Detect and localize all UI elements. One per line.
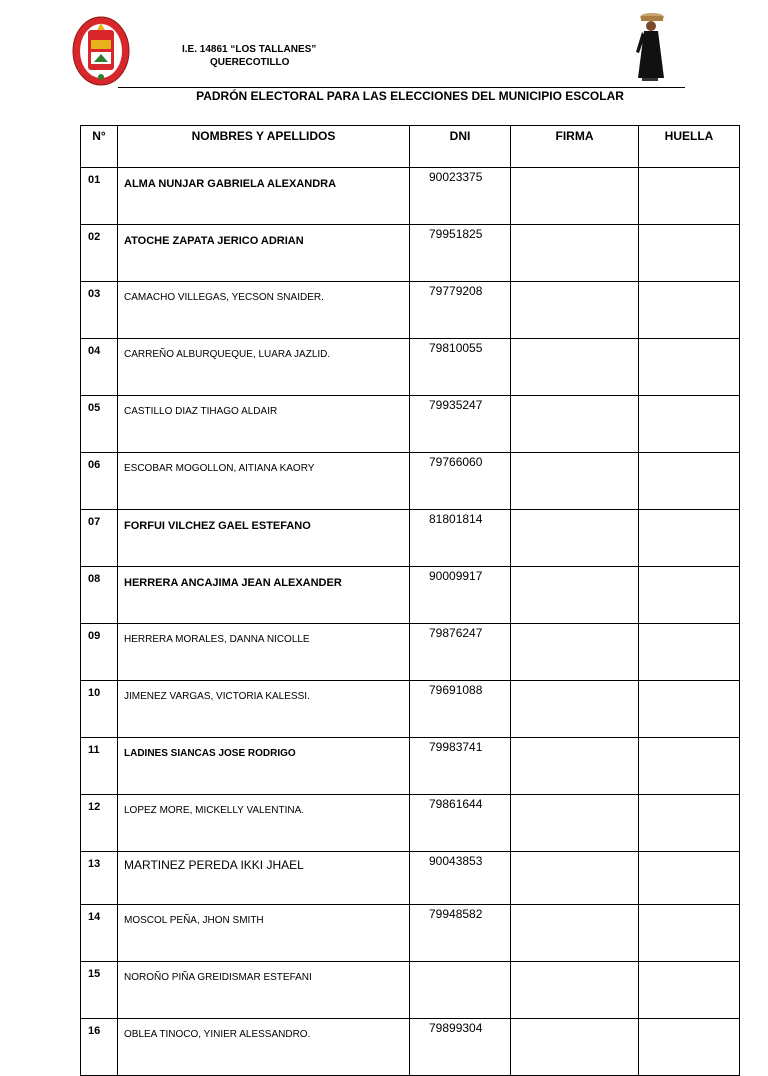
row-number: 06 [81,453,118,510]
row-signature-cell [511,510,639,567]
table-row [81,225,740,282]
row-fingerprint-cell [639,624,740,681]
row-fingerprint-cell [639,1019,740,1076]
row-dni [410,962,511,1019]
row-fingerprint-cell [639,339,740,396]
table-row [81,905,740,962]
row-dni: 79983741 [410,738,511,795]
row-name: CASTILLO DIAZ TIHAGO ALDAIR [118,396,410,453]
row-number: 10 [81,681,118,738]
table-row [81,795,740,852]
table-row [81,1019,740,1076]
row-fingerprint-cell [639,567,740,624]
table-row [81,624,740,681]
document-title: PADRÓN ELECTORAL PARA LAS ELECCIONES DEL MUNICIPIO ESCOLAR [196,89,624,103]
table-row [81,168,740,225]
row-signature-cell [511,852,639,905]
row-dni: 79951825 [410,225,511,282]
row-number: 12 [81,795,118,852]
column-header-dni: DNI [410,126,511,168]
row-dni: 79935247 [410,396,511,453]
row-number: 13 [81,852,118,905]
school-name: I.E. 14861 “LOS TALLANES” [182,44,317,55]
row-signature-cell [511,567,639,624]
row-dni: 79948582 [410,905,511,962]
row-fingerprint-cell [639,453,740,510]
row-fingerprint-cell [639,282,740,339]
row-name: OBLEA TINOCO, YINIER ALESSANDRO. [118,1019,410,1076]
table-row [81,962,740,1019]
row-number: 05 [81,396,118,453]
row-signature-cell [511,396,639,453]
row-signature-cell [511,738,639,795]
row-name: HERRERA ANCAJIMA JEAN ALEXANDER [118,567,410,624]
row-dni: 79766060 [410,453,511,510]
row-dni: 90043853 [410,852,511,905]
row-signature-cell [511,339,639,396]
row-fingerprint-cell [639,510,740,567]
row-signature-cell [511,168,639,225]
row-name: MOSCOL PEÑA, JHON SMITH [118,905,410,962]
row-signature-cell [511,624,639,681]
row-fingerprint-cell [639,905,740,962]
row-fingerprint-cell [639,225,740,282]
row-signature-cell [511,962,639,1019]
row-dni: 90009917 [410,567,511,624]
row-name: HERRERA MORALES, DANNA NICOLLE [118,624,410,681]
row-number: 09 [81,624,118,681]
table-row [81,339,740,396]
row-fingerprint-cell [639,852,740,905]
row-number: 16 [81,1019,118,1076]
row-fingerprint-cell [639,396,740,453]
row-name: ESCOBAR MOGOLLON, AITIANA KAORY [118,453,410,510]
row-signature-cell [511,225,639,282]
row-name: JIMENEZ VARGAS, VICTORIA KALESSI. [118,681,410,738]
row-dni: 81801814 [410,510,511,567]
electoral-roster-table [80,125,740,1076]
row-number: 11 [81,738,118,795]
row-number: 04 [81,339,118,396]
row-dni: 79810055 [410,339,511,396]
row-name: NOROÑO PIÑA GREIDISMAR ESTEFANI [118,962,410,1019]
table-row [81,282,740,339]
column-header-signature: FIRMA [511,126,639,168]
row-signature-cell [511,795,639,852]
row-fingerprint-cell [639,681,740,738]
school-town: QUERECOTILLO [210,57,290,68]
row-signature-cell [511,453,639,510]
row-number: 03 [81,282,118,339]
table-header-row [81,126,740,168]
header-divider [118,87,685,88]
row-number: 02 [81,225,118,282]
row-name: LOPEZ MORE, MICKELLY VALENTINA. [118,795,410,852]
table-row [81,510,740,567]
school-crest-icon [72,16,130,86]
row-number: 07 [81,510,118,567]
row-fingerprint-cell [639,795,740,852]
row-number: 14 [81,905,118,962]
row-dni: 79876247 [410,624,511,681]
row-number: 08 [81,567,118,624]
row-name: CAMACHO VILLEGAS, YECSON SNAIDER. [118,282,410,339]
column-header-names: NOMBRES Y APELLIDOS [118,126,410,168]
row-dni: 79861644 [410,795,511,852]
row-name: MARTINEZ PEREDA IKKI JHAEL [118,852,410,905]
row-dni: 79899304 [410,1019,511,1076]
row-number: 01 [81,168,118,225]
row-signature-cell [511,905,639,962]
traditional-figure-icon [630,12,670,82]
row-dni: 90023375 [410,168,511,225]
table-row [81,396,740,453]
column-header-number: N° [81,126,118,168]
row-signature-cell [511,282,639,339]
table-row [81,852,740,905]
column-header-fingerprint: HUELLA [639,126,740,168]
table-row [81,681,740,738]
row-number: 15 [81,962,118,1019]
row-signature-cell [511,681,639,738]
row-name: CARREÑO ALBURQUEQUE, LUARA JAZLID. [118,339,410,396]
table-row [81,567,740,624]
row-dni: 79779208 [410,282,511,339]
row-name: FORFUI VILCHEZ GAEL ESTEFANO [118,510,410,567]
row-name: ATOCHE ZAPATA JERICO ADRIAN [118,225,410,282]
row-name: LADINES SIANCAS JOSE RODRIGO [118,738,410,795]
row-fingerprint-cell [639,962,740,1019]
row-name: ALMA NUNJAR GABRIELA ALEXANDRA [118,168,410,225]
row-fingerprint-cell [639,738,740,795]
table-row [81,453,740,510]
row-fingerprint-cell [639,168,740,225]
table-row [81,738,740,795]
row-signature-cell [511,1019,639,1076]
row-dni: 79691088 [410,681,511,738]
